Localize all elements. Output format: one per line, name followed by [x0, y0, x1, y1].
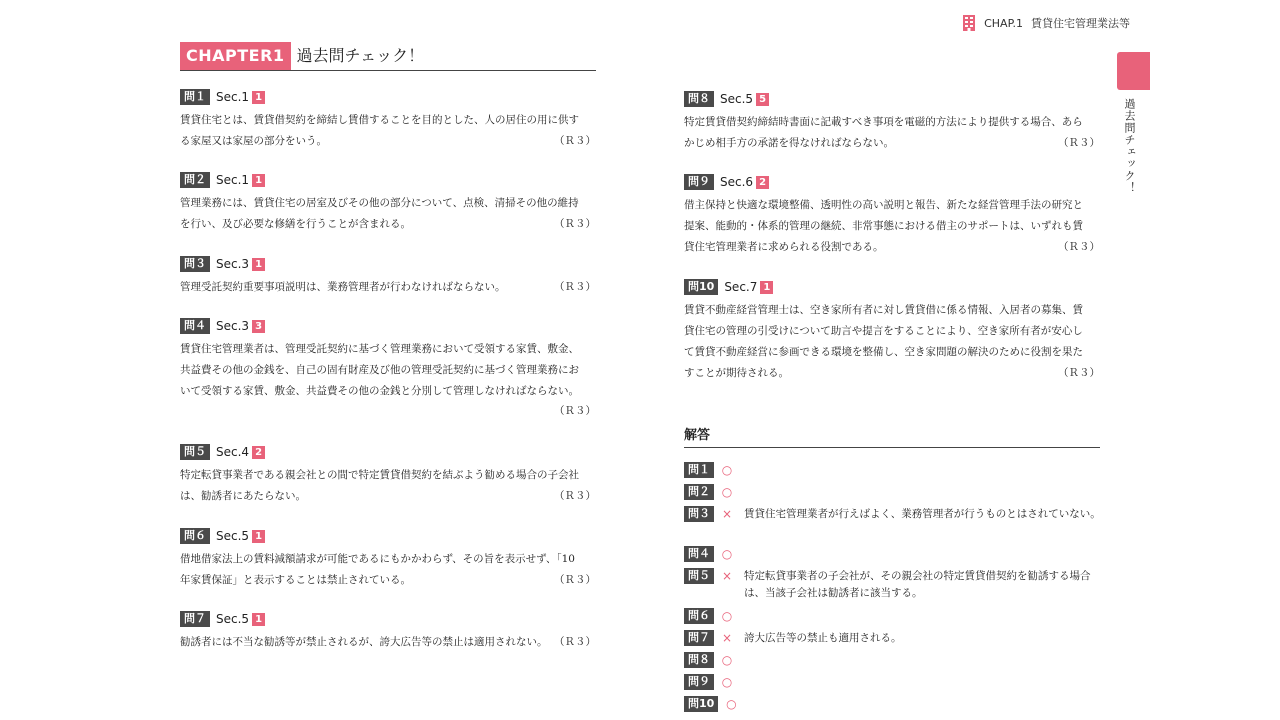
question-line: 借主保持と快適な環境整備、透明性の高い説明と報告、新たな経営管理手法の研究と [684, 199, 1083, 211]
year-ref: （Ｒ３） [1058, 367, 1100, 379]
answer-number: 問５ [684, 568, 714, 584]
question-text [180, 339, 596, 402]
side-tab-label: 過去問チェック！ [1123, 98, 1136, 194]
year-ref: （Ｒ３） [1058, 241, 1100, 253]
question-text [684, 112, 1100, 154]
question-line: を行い、及び必要な修繕を行うことが含まれる。 [180, 218, 411, 230]
question-number: 問10 [684, 279, 718, 295]
question-text [180, 110, 596, 152]
question-8 [684, 90, 1100, 154]
question-9 [684, 173, 1100, 258]
answer-number: 問７ [684, 630, 714, 646]
chapter-label: CHAPTER1 [180, 42, 291, 70]
section-badge: 5 [756, 93, 769, 106]
header-title: 賃貸住宅管理業法等 [1031, 17, 1130, 30]
answer-row-9 [684, 674, 1104, 690]
question-line: る家屋又は家屋の部分をいう。 [180, 135, 327, 147]
answer-row-4 [684, 546, 1104, 562]
question-line: 賃貸住宅とは、賃貸借契約を締結し賃借することを目的とした、人の居住の用に供す [180, 114, 579, 126]
incorrect-mark-icon: × [721, 631, 733, 645]
section-badge: 1 [252, 174, 265, 187]
question-number: 問３ [180, 256, 210, 272]
question-number: 問１ [180, 89, 210, 105]
year-ref: （Ｒ３） [554, 281, 596, 293]
incorrect-mark-icon: × [721, 507, 733, 521]
question-line: 管理業務には、賃貸住宅の居室及びその他の部分について、点検、清掃その他の維持 [180, 197, 579, 209]
question-line: て賃貸不動産経営に参画できる環境を整備し、空き家問題の解決のために役割を果た [684, 346, 1083, 358]
question-number: 問４ [180, 318, 210, 334]
incorrect-mark-icon: × [721, 569, 733, 583]
chapter-title: 過去問チェック！ [296, 46, 425, 65]
answer-text: 誇大広告等の禁止も適用される。 [744, 632, 902, 644]
answer-number: 問６ [684, 608, 714, 624]
year-ref: （Ｒ３） [554, 636, 596, 648]
question-line: 管理受託契約重要事項説明は、業務管理者が行わなければならない。 [180, 281, 506, 293]
section-ref: Sec.1 [216, 173, 250, 187]
question-line: 賃貸住宅管理業者は、管理受託契約に基づく管理業務において受領する家賃、敷金、 [180, 343, 579, 355]
section-badge: 1 [252, 613, 265, 626]
question-line: は、勧誘者にあたらない。 [180, 490, 306, 502]
question-5 [180, 443, 596, 507]
question-line: 勧誘者には不当な勧誘等が禁止されるが、誇大広告等の禁止は適用されない。 [180, 636, 548, 648]
question-line: 貸住宅管理業者に求められる役割である。 [684, 241, 884, 253]
question-text [684, 195, 1100, 258]
question-text [180, 193, 596, 235]
correct-mark-icon: ○ [721, 609, 733, 623]
answer-number: 問10 [684, 696, 718, 712]
correct-mark-icon: ○ [721, 485, 733, 499]
answer-row-3 [684, 506, 1104, 523]
question-6 [180, 527, 596, 591]
question-number: 問８ [684, 91, 714, 107]
section-badge: 2 [756, 176, 769, 189]
section-ref: Sec.7 [724, 280, 758, 294]
question-text [180, 277, 596, 298]
question-number: 問９ [684, 174, 714, 190]
year-ref: （Ｒ３） [554, 218, 596, 230]
question-4 [180, 317, 596, 420]
year-ref: （Ｒ３） [554, 574, 596, 586]
section-ref: Sec.3 [216, 257, 250, 271]
question-line: かじめ相手方の承諾を得なければならない。 [684, 137, 894, 149]
question-number: 問２ [180, 172, 210, 188]
answer-text: 賃貸住宅管理業者が行えばよく、業務管理者が行うものとはされていない。 [744, 508, 1101, 520]
question-line: いて受領する家賃、敷金、共益費その他の金銭と分別して管理しなければならない。 [180, 385, 579, 397]
answer-row-7 [684, 630, 1104, 647]
section-ref: Sec.6 [720, 175, 754, 189]
section-badge: 2 [252, 446, 265, 459]
question-line: 借地借家法上の賃料減額請求が可能であるにもかかわらず、その旨を表示せず、「10 [180, 553, 575, 565]
year-ref: （Ｒ３） [554, 490, 596, 502]
answer-number: 問９ [684, 674, 714, 690]
section-badge: 1 [252, 91, 265, 104]
question-line: 年家賃保証」と表示することは禁止されている。 [180, 574, 411, 586]
correct-mark-icon: ○ [721, 547, 733, 561]
chapter-heading [180, 42, 596, 71]
question-text [684, 300, 1100, 384]
question-7 [180, 610, 596, 653]
question-number: 問７ [180, 611, 210, 627]
section-badge: 1 [252, 258, 265, 271]
answer-number: 問４ [684, 546, 714, 562]
section-ref: Sec.5 [216, 612, 250, 626]
correct-mark-icon: ○ [721, 675, 733, 689]
side-tab [1117, 52, 1150, 90]
correct-mark-icon: ○ [726, 697, 737, 711]
section-ref: Sec.3 [216, 319, 250, 333]
question-line: 特定賃貸借契約締結時書面に記載すべき事項を電磁的方法により提供する場合、あら [684, 116, 1083, 128]
section-badge: 1 [252, 530, 265, 543]
question-line: 共益費その他の金銭を、自己の固有財産及び他の管理受託契約に基づく管理業務にお [180, 364, 579, 376]
section-ref: Sec.5 [720, 92, 754, 106]
question-line: 特定転貸事業者である親会社との間で特定賃貸借契約を結ぶよう勧める場合の子会社 [180, 469, 579, 481]
answer-row-6 [684, 608, 1104, 624]
year-ref: （Ｒ３） [1058, 137, 1100, 149]
question-line: 貸住宅の管理の引受けについて助言や提言をすることにより、空き家所有者が安心し [684, 325, 1083, 337]
correct-mark-icon: ○ [721, 653, 733, 667]
section-ref: Sec.4 [216, 445, 250, 459]
year-ref: （Ｒ３） [554, 405, 596, 417]
answer-number: 問１ [684, 462, 714, 478]
question-2 [180, 171, 596, 235]
section-ref: Sec.1 [216, 90, 250, 104]
answer-row-5 [684, 568, 1104, 602]
question-text [180, 465, 596, 507]
answer-row-1 [684, 462, 1104, 478]
correct-mark-icon: ○ [721, 463, 733, 477]
answer-row-2 [684, 484, 1104, 500]
answer-number: 問２ [684, 484, 714, 500]
section-badge: 1 [760, 281, 773, 294]
question-line: 賃貸不動産経営管理士は、空き家所有者に対し賃貸借に係る情報、入居者の募集、賃 [684, 304, 1083, 316]
answers-heading: 解答 [684, 424, 1100, 448]
question-1 [180, 88, 596, 152]
question-number: 問６ [180, 528, 210, 544]
question-text [180, 549, 596, 591]
answer-text: 特定転貸事業者の子会社が、その親会社の特定賃貸借契約を勧誘する場合は、当該子会社は勧誘者に該当する。 [744, 570, 1091, 599]
section-ref: Sec.5 [216, 529, 250, 543]
question-line: すことが期待される。 [684, 367, 789, 379]
answer-row-10 [684, 696, 1104, 712]
question-number: 問５ [180, 444, 210, 460]
question-line: 提案、能動的・体系的管理の継続、非常事態における借主のサポートは、いずれも賃 [684, 220, 1083, 232]
answer-number: 問８ [684, 652, 714, 668]
page-header [962, 14, 1130, 32]
question-10 [684, 278, 1100, 384]
header-chapter: CHAP.1 [984, 16, 1023, 30]
question-text [180, 632, 596, 653]
section-badge: 3 [252, 320, 265, 333]
question-3 [180, 255, 596, 298]
year-ref: （Ｒ３） [554, 135, 596, 147]
answer-row-8 [684, 652, 1104, 668]
building-icon [962, 14, 976, 32]
answer-number: 問３ [684, 506, 714, 522]
